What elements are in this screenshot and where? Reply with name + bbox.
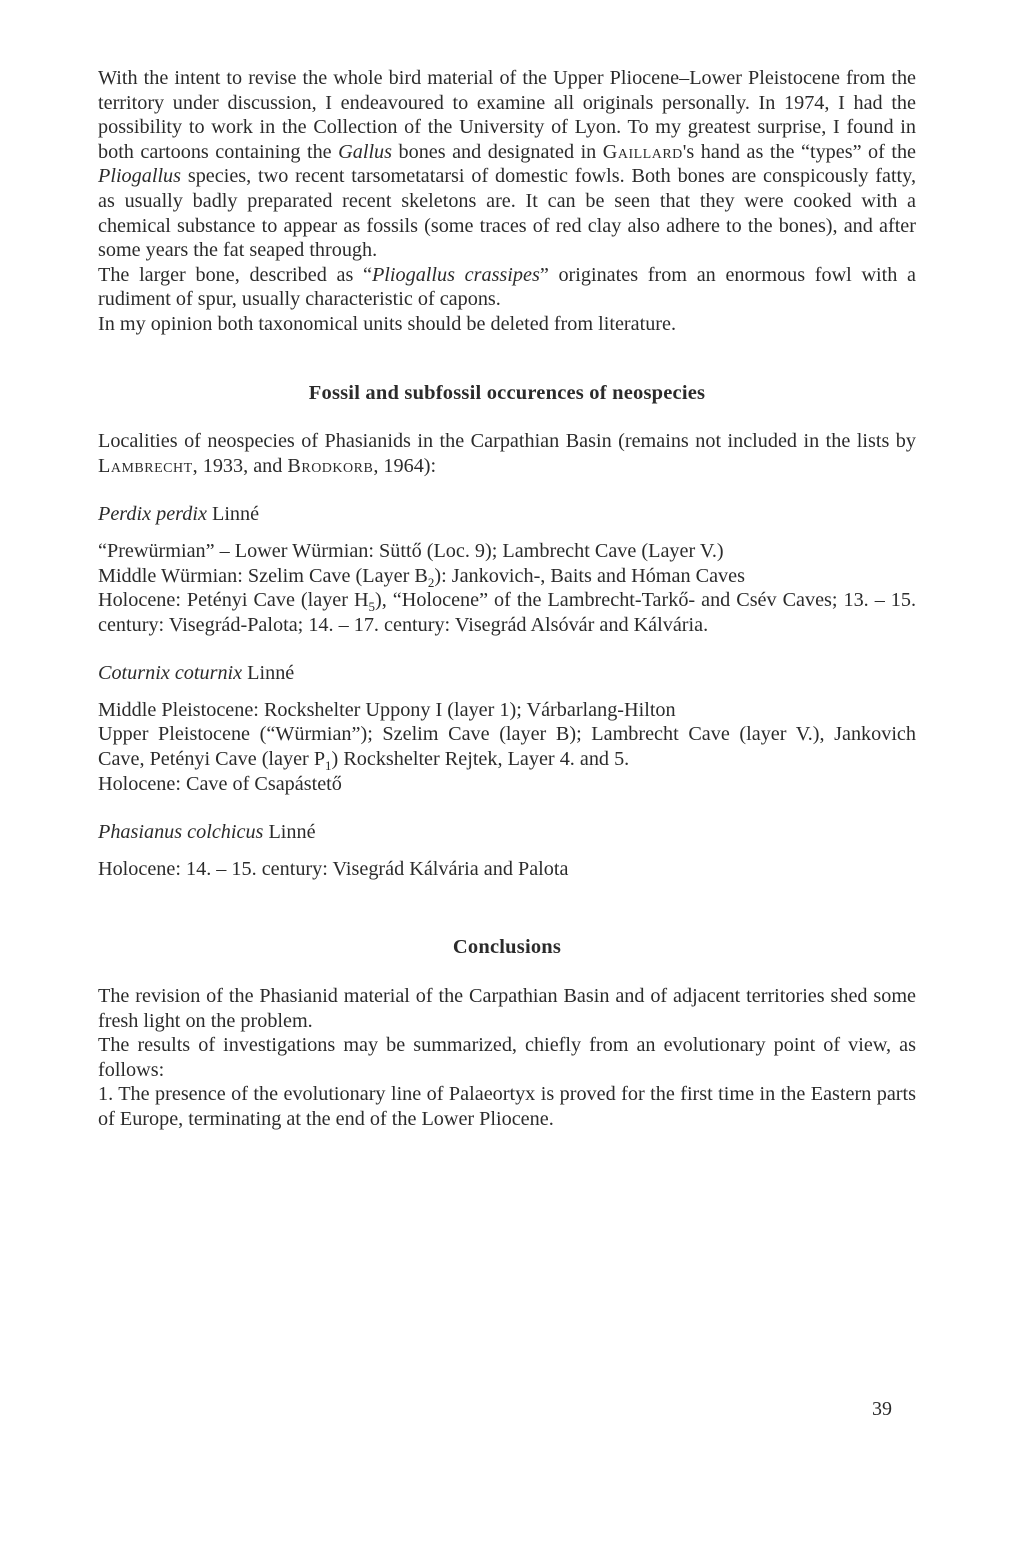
perdix-line-1: “Prewürmian” – Lower Würmian: Süttő (Loc. 9); Lambrecht Cave (Layer V.) bbox=[98, 539, 724, 562]
species-phasianus-colchicus bbox=[98, 820, 916, 845]
phasianus-line-1: Holocene: 14. – 15. century: Visegrád Kálvária and Palota bbox=[98, 857, 569, 880]
species-name: Phasianus colchicus bbox=[98, 821, 264, 844]
intro-p1-text-b: bones and designated in bbox=[398, 140, 597, 163]
species-author: Linné bbox=[268, 821, 316, 844]
intro-paragraph-2 bbox=[98, 263, 916, 312]
page-number: 39 bbox=[872, 1398, 892, 1420]
species-pliogallus-crassipes: Pliogallus crassipes bbox=[371, 263, 540, 286]
species-perdix-perdix bbox=[98, 502, 916, 527]
species-name: Coturnix coturnix bbox=[98, 662, 243, 685]
author-brodkorb: Brodkorb bbox=[287, 454, 374, 477]
coturnix-line-1: Middle Pleistocene: Rockshelter Uppony I (layer 1); Várbarlang-Hilton bbox=[98, 698, 676, 721]
fossil-lead-paragraph bbox=[98, 429, 916, 478]
subscript: 2 bbox=[427, 574, 435, 590]
fossil-lead-text-b: , 1933, and bbox=[192, 454, 283, 477]
coturnix-line-2-b: ) Rockshelter Rejtek, Layer 4. and 5. bbox=[331, 748, 630, 771]
perdix-line-3-a: Holocene: Petényi Cave (layer H bbox=[98, 589, 369, 612]
text-column bbox=[98, 66, 916, 1132]
perdix-line-2 bbox=[98, 564, 916, 589]
coturnix-line-3: Holocene: Cave of Csapástető bbox=[98, 772, 342, 795]
species-author: Linné bbox=[247, 662, 295, 685]
coturnix-line-2-a: Upper Pleistocene (“Würmian”); Szelim Cave (layer B); Lambrecht Cave (layer V.), Jankovich Cave, Petényi Cave (layer P bbox=[98, 723, 916, 771]
genus-pliogallus: Pliogallus bbox=[98, 165, 181, 188]
intro-p1-text-d: species, two recent tarsometatarsi of domestic fowls. Both bones are conspicously fatty, as usually badly preparated recent skeletons are. It can be seen that they were cooked with a chemical substance to appear as fossils (some traces of red clay also adhere to the bones), and after some years the fat seaped through. bbox=[98, 165, 916, 262]
intro-p2-text-a: The larger bone, described as “ bbox=[98, 263, 372, 286]
subscript: 5 bbox=[368, 599, 376, 615]
subscript: 1 bbox=[325, 758, 332, 774]
coturnix-line-2 bbox=[98, 722, 916, 774]
perdix-line-2-a: Middle Würmian: Szelim Cave (Layer B bbox=[98, 564, 428, 587]
species-coturnix-coturnix bbox=[98, 661, 916, 686]
section-heading-fossil: Fossil and subfossil occurences of neospecies bbox=[308, 381, 706, 404]
intro-paragraph-3: In my opinion both taxonomical units should be deleted from literature. bbox=[98, 312, 677, 335]
intro-p1-text-c: 's hand as the “types” of the bbox=[682, 140, 917, 163]
perdix-line-2-b: ): Jankovich-, Baits and Hóman Caves bbox=[434, 564, 745, 587]
fossil-lead-text-c: , 1964): bbox=[373, 454, 437, 477]
intro-p2-text-b: ” originates from an enormous fowl with a rudiment of spur, usually characteristic of capons. bbox=[98, 263, 916, 311]
fossil-lead-text-a: Localities of neospecies of Phasianids in the Carpathian Basin (remains not included in the lists by bbox=[98, 430, 916, 453]
conclusions-paragraph-3: 1. The presence of the evolutionary line of Palaeortyx is proved for the first time in the Eastern parts of Europe, terminating at the end of the Lower Pliocene. bbox=[98, 1083, 916, 1130]
perdix-line-3-b: ), “Holocene” of the Lambrecht-Tarkő- and Csév Caves; 13. – 15. century: Visegrád-Palota; 14. – 17. century: Visegrád Alsóvár and Kálvária. bbox=[98, 589, 917, 636]
conclusions-paragraph-1: The revision of the Phasianid material of the Carpathian Basin and of adjacent territories shed some fresh light on the problem. bbox=[98, 985, 916, 1032]
author-gaillard: Gaillard bbox=[602, 140, 683, 163]
intro-paragraph-1 bbox=[98, 66, 916, 263]
perdix-line-3 bbox=[98, 588, 916, 637]
author-lambrecht: Lambrecht bbox=[98, 454, 193, 477]
intro-p1-text: With the intent to revise the whole bird material of the Upper Pliocene–Lower Pleistocene from the territory under discussion, I endeavoured to examine all originals personally. In 1974, I had the possibility to work in the Collection of the University of Lyon. To my greatest surprise, I found in both cartoons containing the bbox=[98, 67, 916, 163]
genus-gallus: Gallus bbox=[338, 140, 392, 163]
conclusions-paragraph-2: The results of investigations may be summarized, chiefly from an evolutionary point of view, as follows: bbox=[98, 1034, 916, 1081]
species-author: Linné bbox=[211, 503, 260, 526]
species-name: Perdix perdix bbox=[98, 503, 207, 526]
section-heading-conclusions: Conclusions bbox=[452, 936, 562, 959]
